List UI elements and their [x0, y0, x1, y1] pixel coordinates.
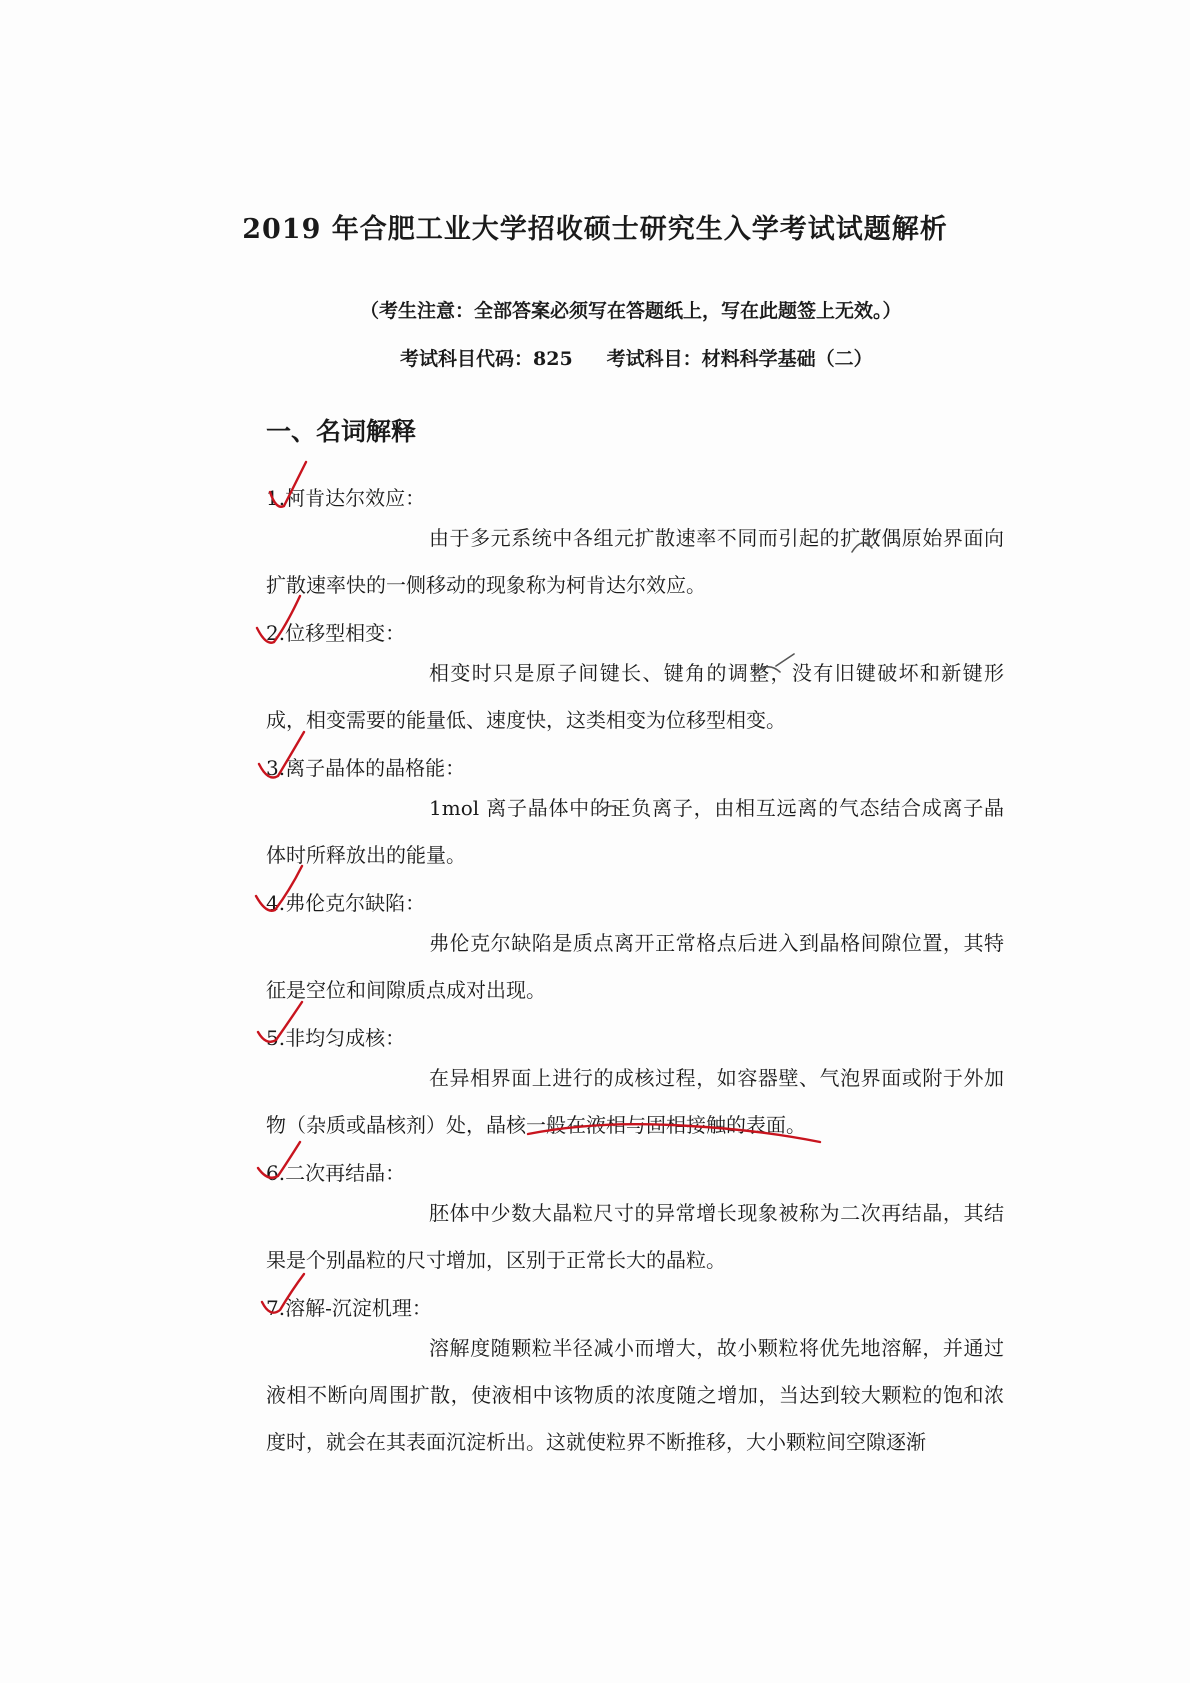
page-title: 2019 年合肥工业大学招收硕士研究生入学考试试题解析: [242, 214, 948, 245]
term-heading: 2.位移型相变：: [266, 621, 406, 645]
term-heading: 3.离子晶体的晶格能：: [266, 756, 466, 780]
section-heading: 一、名词解释: [266, 417, 417, 446]
term-heading: 5.非均匀成核：: [266, 1026, 406, 1050]
term-definition: 胚体中少数大晶粒尺寸的异常增长现象被称为二次再结晶，其结果是个别晶粒的尺寸增加，区别于正常长大的晶粒。: [266, 1201, 1004, 1272]
term-definition: 溶解度随颗粒半径减小而增大，故小颗粒将优先地溶解，并通过液相不断向周围扩散，使液相中该物质的浓度随之增加，当达到较大颗粒的饱和浓度时，就会在其表面沉淀析出。这就使粒界不断推移，大小颗粒间空隙逐渐: [266, 1336, 1004, 1454]
term-heading: 6.二次再结晶：: [266, 1161, 406, 1185]
term-definition: 由于多元系统中各组元扩散速率不同而引起的扩散偶原始界面向扩散速率快的一侧移动的现象称为柯肯达尔效应。: [266, 526, 1004, 597]
subject-code: 考试科目代码：825: [400, 348, 573, 370]
term-heading: 7.溶解-沉淀机理：: [266, 1296, 432, 1320]
term-heading: 4.弗伦克尔缺陷：: [266, 891, 426, 915]
term-definition: 在异相界面上进行的成核过程，如容器壁、气泡界面或附于外加物（杂质或晶核剂）处，晶核一般在液相与固相接触的表面。: [266, 1066, 1004, 1137]
subject-line: [400, 344, 873, 371]
subject-name: 考试科目：材料科学基础（二）: [606, 348, 873, 370]
exam-notice: （考生注意：全部答案必须写在答题纸上，写在此题签上无效。）: [360, 300, 902, 322]
term-definition: 1mol 离子晶体中的正负离子，由相互远离的气态结合成离子晶体时所释放出的能量。: [266, 796, 1004, 867]
term-heading: 1.柯肯达尔效应：: [266, 486, 426, 510]
term-definition: 弗伦克尔缺陷是质点离开正常格点后进入到晶格间隙位置，其特征是空位和间隙质点成对出现。: [266, 931, 1004, 1002]
term-definition: 相变时只是原子间键长、键角的调整，没有旧键破坏和新键形成，相变需要的能量低、速度快，这类相变为位移型相变。: [266, 661, 1004, 732]
